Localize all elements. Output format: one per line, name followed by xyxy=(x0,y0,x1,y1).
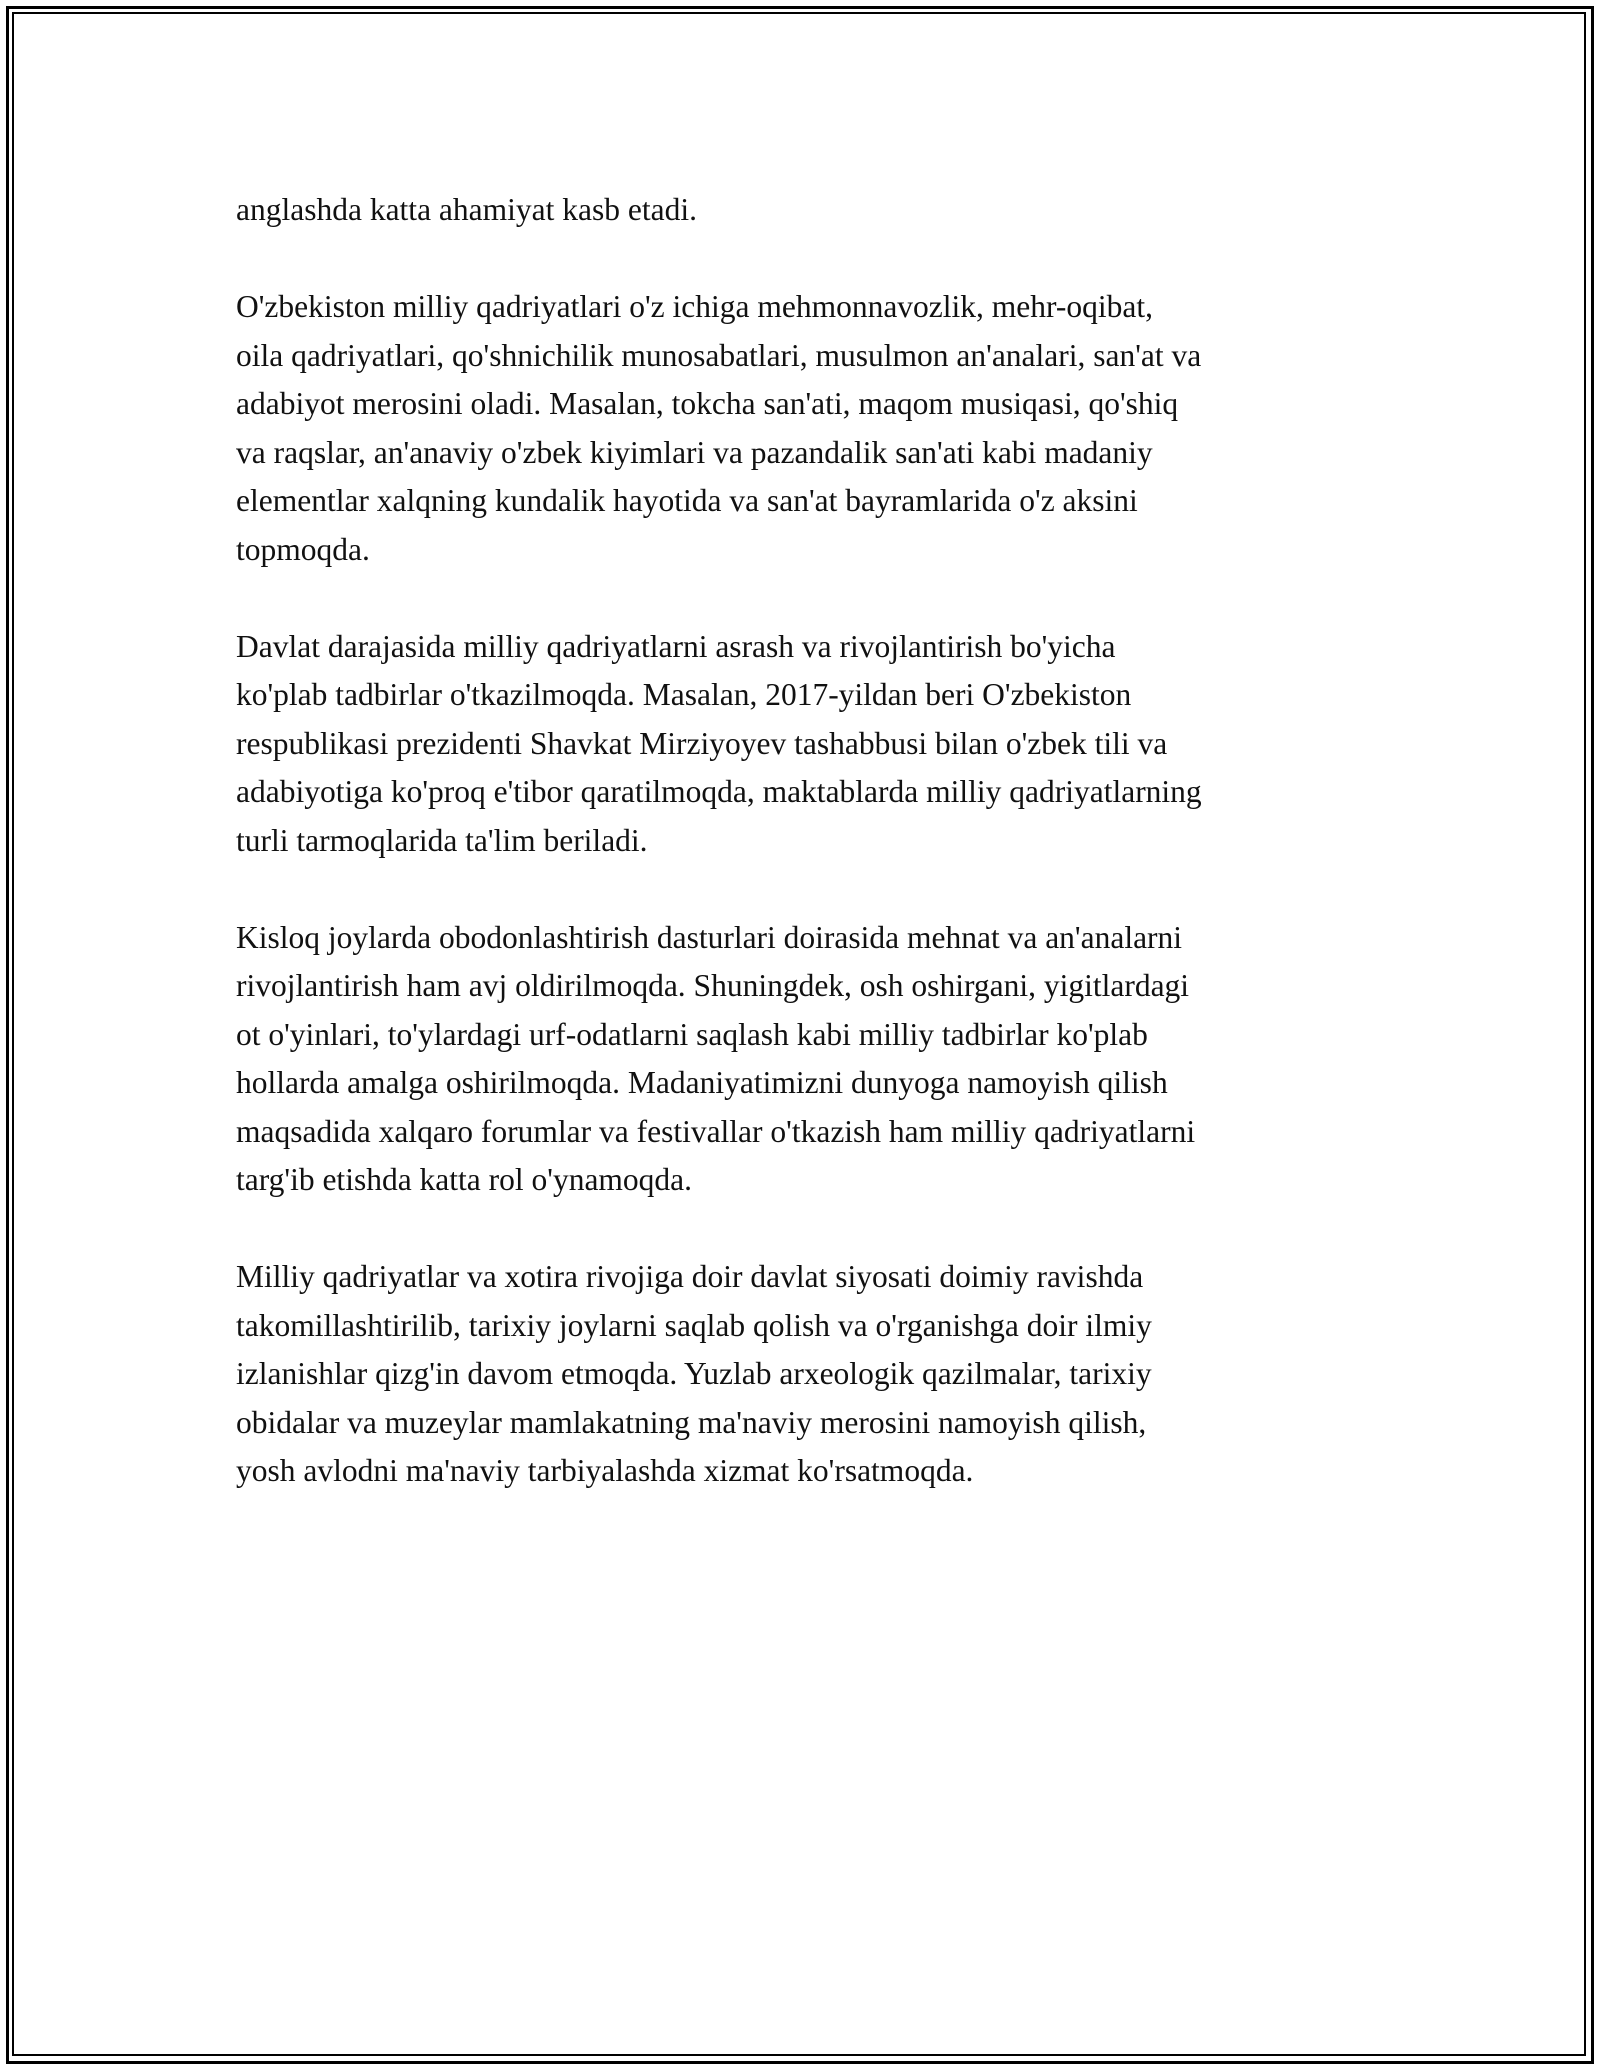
paragraph-1: anglashda katta ahamiyat kasb etadi. xyxy=(236,192,697,227)
paragraph-2: O'zbekiston milliy qadriyatlari o'z ichiga mehmonnavozlik, mehr-oqibat, oila qadriyatlari, qo'shnichilik munosabatlari, musulmon an'analari, san'at va adabiyot merosini oladi. Masalan, tokcha san'ati, maqom musiqasi, qo'shiq va raqslar, an'anaviy o'zbek kiyimlari va pazandalik san'ati kabi madaniy elementlar xalqning kundalik hayotida va san'at bayramlarida o'z aksini topmoqda. xyxy=(236,289,1202,567)
paragraph-5: Milliy qadriyatlar va xotira rivojiga doir davlat siyosati doimiy ravishda takomillashtirilib, tarixiy joylarni saqlab qolish va o'rganishga doir ilmiy izlanishlar qizg'in davom etmoqda. Yuzlab arxeologik qazilmalar, tarixiy obidalar va muzeylar mamlakatning ma'naviy merosini namoyish qilish, yosh avlodni ma'naviy tarbiyalashda xizmat ko'rsatmoqda. xyxy=(236,1259,1152,1488)
paragraph-4: Kisloq joylarda obodonlashtirish dasturlari doirasida mehnat va an'analarni rivojlantirish ham avj oldirilmoqda. Shuningdek, osh oshirgani, yigitlardagi ot o'yinlari, to'ylardagi urf-odatlarni saqlash kabi milliy tadbirlar ko'plab hollarda amalga oshirilmoqda. Madaniyatimizni dunyoga namoyish qilish maqsadida xalqaro forumlar va festivallar o'tkazish ham milliy qadriyatlarni targ'ib etishda katta rol o'ynamoqda. xyxy=(236,919,1196,1197)
paragraph-3: Davlat darajasida milliy qadriyatlarni asrash va rivojlantirish bo'yicha ko'plab tadbirlar o'tkazilmoqda. Masalan, 2017-yildan beri O'zbekiston respublikasi prezidenti Shavkat Mirziyoyev tashabbusi bilan o'zbek tili va adabiyotiga ko'proq e'tibor qaratilmoqda, maktablarda milliy qadriyatlarning turli tarmoqlarida ta'lim beriladi. xyxy=(236,628,1202,858)
document-body xyxy=(236,186,1376,1544)
